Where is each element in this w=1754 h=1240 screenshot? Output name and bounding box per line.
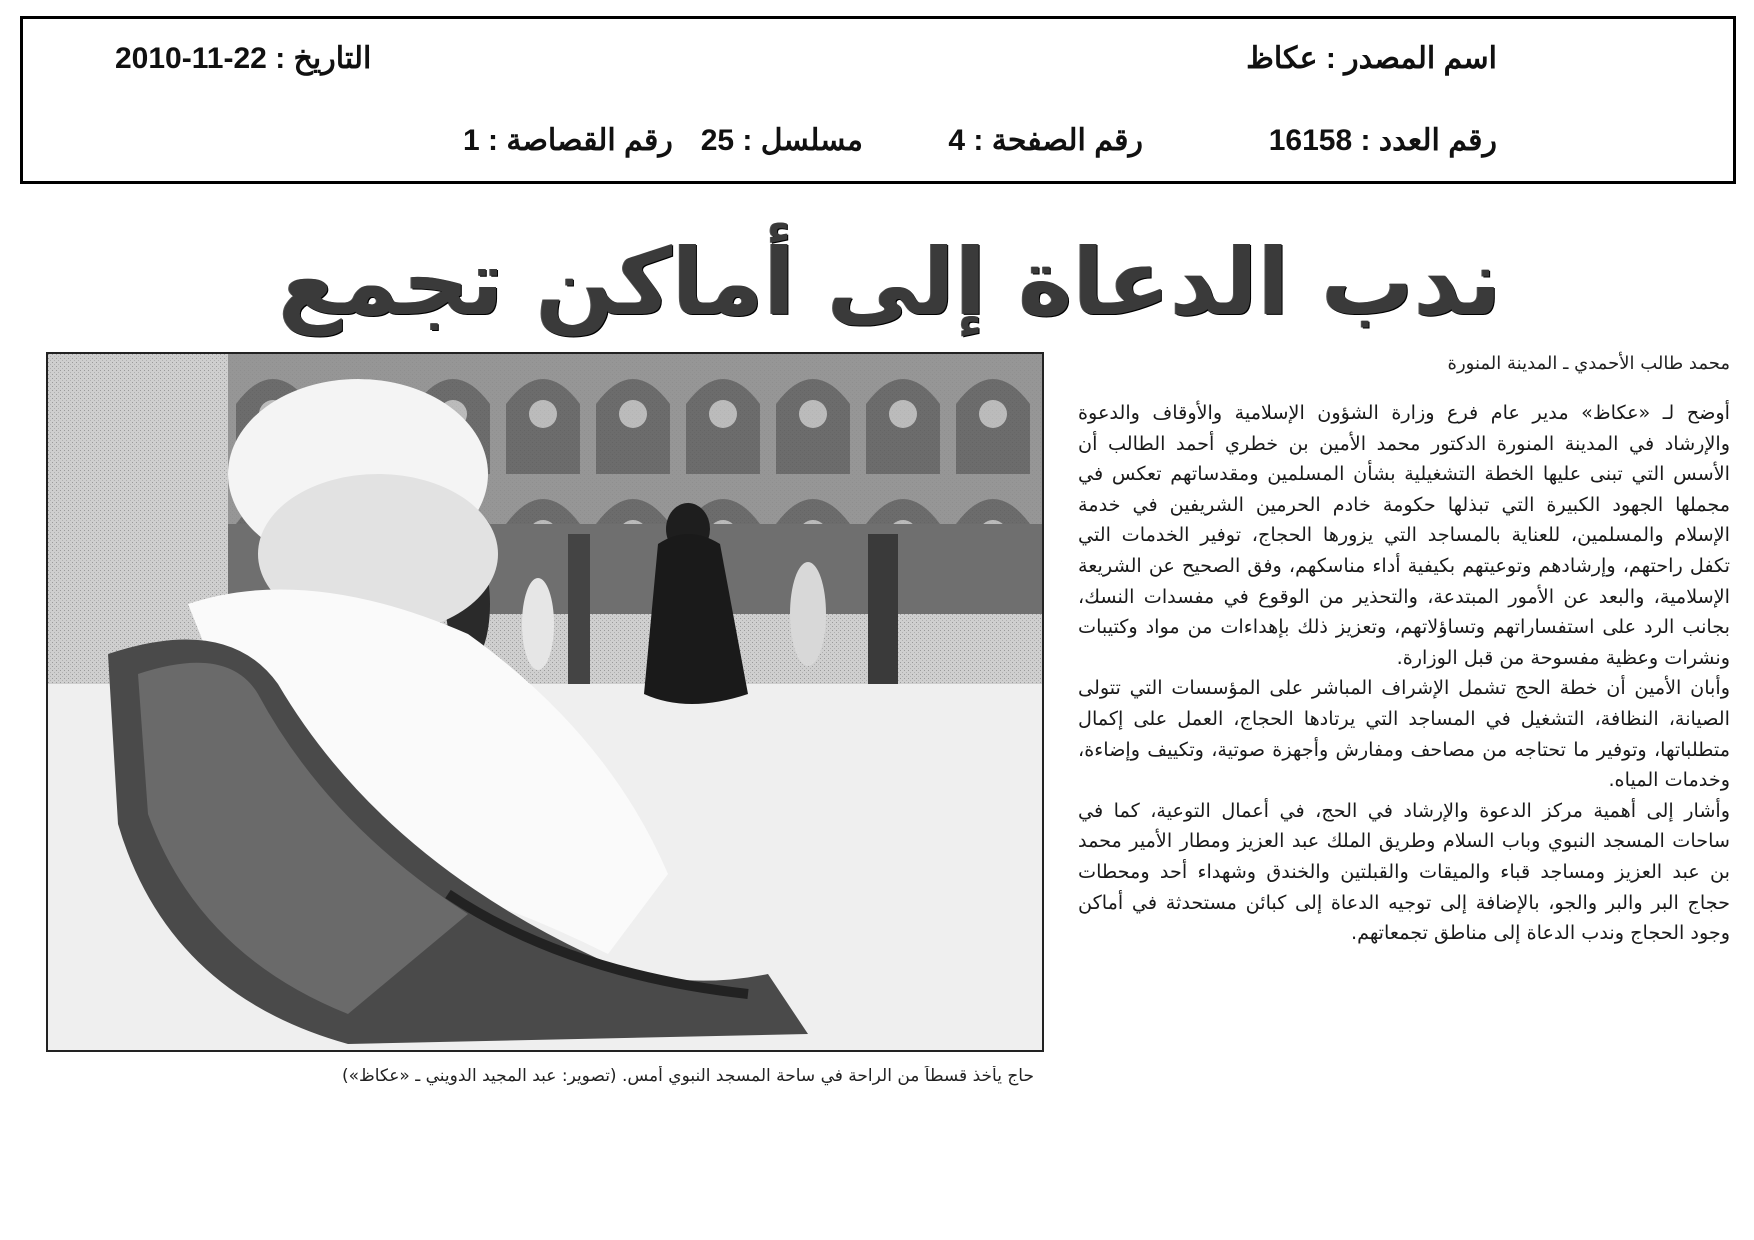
article-body (1078, 398, 1730, 1098)
page-value: 4 (948, 124, 966, 157)
clipping-label: رقم القصاصة : (488, 124, 673, 157)
serial-field (701, 123, 863, 158)
source-field (1246, 41, 1497, 76)
photo-illustration (48, 354, 1042, 1050)
article-paragraph: وأبان الأمين أن خطة الحج تشمل الإشراف المباشر على المؤسسات التي تتولى الصيانة، النظافة، التشغيل في المساجد التي يرتادها الحجاج، العمل على إكمال متطلباتها، وتوفير ما تحتاجه من مصاحف ومفارش وأجهزة صوتية، وتكييف وإضاءة، وخدمات المياه. (1078, 676, 1730, 792)
date-label: التاريخ : (275, 42, 372, 75)
clipping-field (463, 123, 673, 158)
article-photo (46, 352, 1044, 1052)
photo-caption: حاج يأخذ قسطاً من الراحة في ساحة المسجد النبوي أمس. (تصوير: عبد المجيد الدويني ـ «عكاظ») (341, 1066, 1034, 1086)
serial-label: مسلسل : (742, 124, 863, 157)
date-field (115, 41, 371, 76)
clipping-info-box (20, 16, 1736, 184)
article-paragraph: أوضح لـ «عكاظ» مدير عام فرع وزارة الشؤون الإسلامية والأوقاف والدعوة والإرشاد في المدينة المنورة الدكتور محمد الأمين بن خطري أحمد الطالب أن الأسس التي تبنى عليها الخطة التشغيلية بشأن المسلمين ومقدساتهم تعكس في مجملها الجهود الكبيرة التي تبذلها حكومة خادم الحرمين الشريفين في خدمة الإسلام والمسلمين، للعناية بالمساجد التي يزورها الحجاج، توفير الخدمات التي تكفل راحتهم، وإرشادهم وتوعيتهم بكيفية أداء مناسكهم، وفق الصحيح عن الشريعة الإسلامية، والبعد عن الأمور المبتدعة، والتحذير من الوقوع في مفسدات النسك، بجانب الرد على استفساراتهم وتساؤلاتهم، وتعزيز ذلك بإهداءات من مواد وكتيبات ونشرات وعظية مفسوحة من قبل الوزارة. (1078, 401, 1730, 669)
article-byline: محمد طالب الأحمدي ـ المدينة المنورة (1447, 353, 1730, 374)
date-value: 22-11-2010 (115, 42, 267, 75)
issue-field (1269, 123, 1497, 158)
source-label: اسم المصدر : (1325, 42, 1497, 75)
clipping-value: 1 (463, 124, 480, 157)
page-label: رقم الصفحة : (973, 124, 1143, 157)
serial-value: 25 (700, 124, 735, 157)
issue-value: 16158 (1268, 124, 1353, 157)
issue-label: رقم العدد : (1360, 124, 1497, 157)
article-paragraph: وأشار إلى أهمية مركز الدعوة والإرشاد في الحج، في أعمال التوعية، كما في ساحات المسجد النبوي وباب السلام وطريق الملك عبد العزيز ومطار الأمير محمد بن عبد العزيز ومساجد قباء والميقات والقبلتين والخندق وشهداء أحد ومحطات حجاج البر والبر والجو، بالإضافة إلى توجيه الدعاة إلى كبائن مستحدثة في أماكن وجود الحجاج وندب الدعاة إلى مناطق تجمعاتهم. (1078, 798, 1730, 945)
source-value: عكاظ (1246, 42, 1318, 75)
page-field (948, 123, 1143, 158)
article-headline: ندب الدعاة إلى أماكن تجمع (278, 229, 1502, 336)
